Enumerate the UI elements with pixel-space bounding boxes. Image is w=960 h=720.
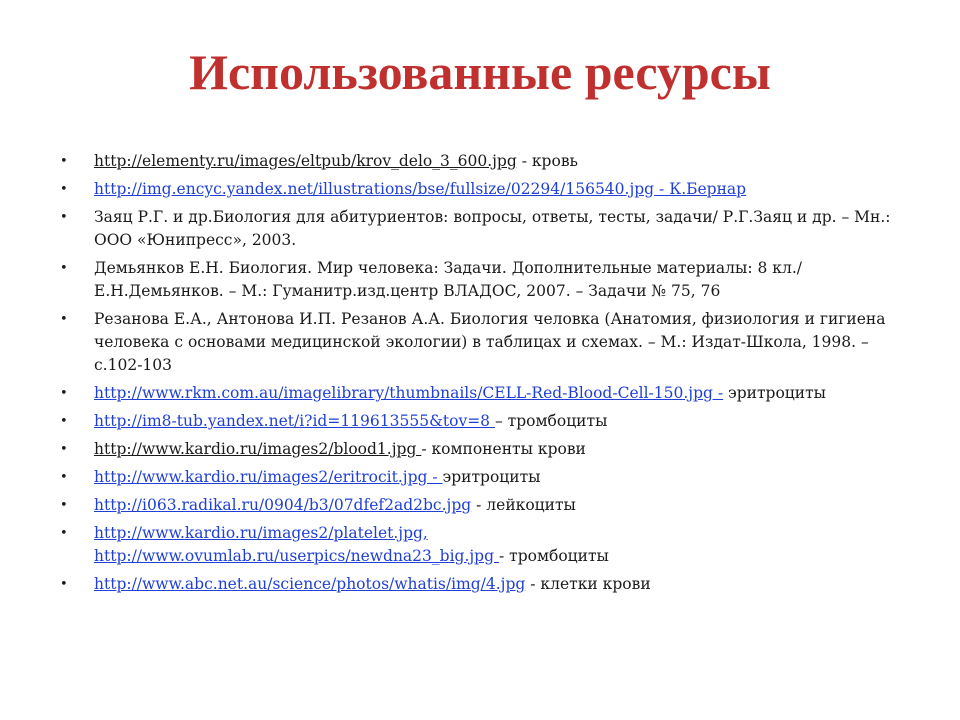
resource-description: - кровь bbox=[516, 152, 578, 170]
resource-description: эритроциты bbox=[442, 468, 541, 486]
resource-link[interactable]: http://im8-tub.yandex.net/i?id=119613555&tov=8 bbox=[94, 412, 495, 430]
resource-link[interactable]: http://www.kardio.ru/images2/eritrocit.jpg - bbox=[94, 468, 443, 486]
resource-citation: Резанова Е.А., Антонова И.П. Резанов А.А. Биология человка (Анатомия, физиология и гигиена человека с основами медицинской экологии) в таблицах и схемах. – М.: Издат-Школа, 1998. – с.102-103 bbox=[94, 310, 886, 374]
resource-description: - тромбоциты bbox=[498, 547, 609, 565]
resource-description: - лейкоциты bbox=[471, 496, 576, 514]
list-item bbox=[56, 150, 906, 173]
resource-citation: Заяц Р.Г. и др.Биология для абитуриентов: вопросы, ответы, тесты, задачи/ Р.Г.Заяц и др. – Мн.: ООО «Юнипресс», 2003. bbox=[94, 208, 891, 249]
slide-title: Использованные ресурсы bbox=[189, 44, 771, 100]
bullet-icon: • bbox=[60, 414, 68, 429]
bullet-icon: • bbox=[60, 182, 68, 197]
resource-link[interactable]: http://www.kardio.ru/images2/platelet.jpg, bbox=[94, 524, 428, 542]
resource-link[interactable]: http://elementy.ru/images/eltpub/krov_delo_3_600.jpg bbox=[94, 152, 517, 170]
list-item bbox=[56, 206, 906, 252]
resource-link[interactable]: http://i063.radikal.ru/0904/b3/07dfef2ad2bc.jpg bbox=[94, 496, 472, 514]
list-item bbox=[56, 410, 906, 433]
list-item bbox=[56, 438, 906, 461]
bullet-icon: • bbox=[60, 442, 68, 457]
list-item bbox=[56, 257, 906, 303]
resource-link[interactable]: http://www.kardio.ru/images2/blood1.jpg bbox=[94, 440, 422, 458]
list-item bbox=[56, 494, 906, 517]
bullet-icon: • bbox=[60, 386, 68, 401]
list-item bbox=[56, 522, 906, 568]
resource-link[interactable]: http://img.encyc.yandex.net/illustrations/bse/fullsize/02294/156540.jpg - К.Бернар bbox=[94, 180, 747, 198]
bullet-icon: • bbox=[60, 577, 68, 592]
resource-description: - компоненты крови bbox=[421, 440, 586, 458]
bullet-icon: • bbox=[60, 154, 68, 169]
resource-link[interactable]: http://www.abc.net.au/science/photos/whatis/img/4.jpg bbox=[94, 575, 526, 593]
list-item bbox=[56, 382, 906, 405]
bullet-icon: • bbox=[60, 261, 68, 276]
bullet-icon: • bbox=[60, 498, 68, 513]
resource-link[interactable]: http://www.rkm.com.au/imagelibrary/thumbnails/CELL-Red-Blood-Cell-150.jpg - bbox=[94, 384, 724, 402]
bullet-icon: • bbox=[60, 312, 68, 327]
list-item bbox=[56, 178, 906, 201]
resource-link-secondary[interactable]: http://www.ovumlab.ru/userpics/newdna23_big.jpg bbox=[94, 547, 499, 565]
resource-description: эритроциты bbox=[723, 384, 827, 402]
resource-citation: Демьянков Е.Н. Биология. Мир человека: Задачи. Дополнительные материалы: 8 кл./Е.Н.Демьянков. – М.: Гуманитр.изд.центр ВЛАДОС, 2007. – Задачи № 75, 76 bbox=[94, 259, 802, 300]
resource-description: - клетки крови bbox=[525, 575, 651, 593]
list-item bbox=[56, 573, 906, 596]
list-item bbox=[56, 466, 906, 489]
bullet-icon: • bbox=[60, 210, 68, 225]
bullet-icon: • bbox=[60, 470, 68, 485]
resource-description: – тромбоциты bbox=[494, 412, 608, 430]
list-item bbox=[56, 308, 906, 377]
resource-list bbox=[56, 150, 906, 601]
bullet-icon: • bbox=[60, 526, 68, 541]
